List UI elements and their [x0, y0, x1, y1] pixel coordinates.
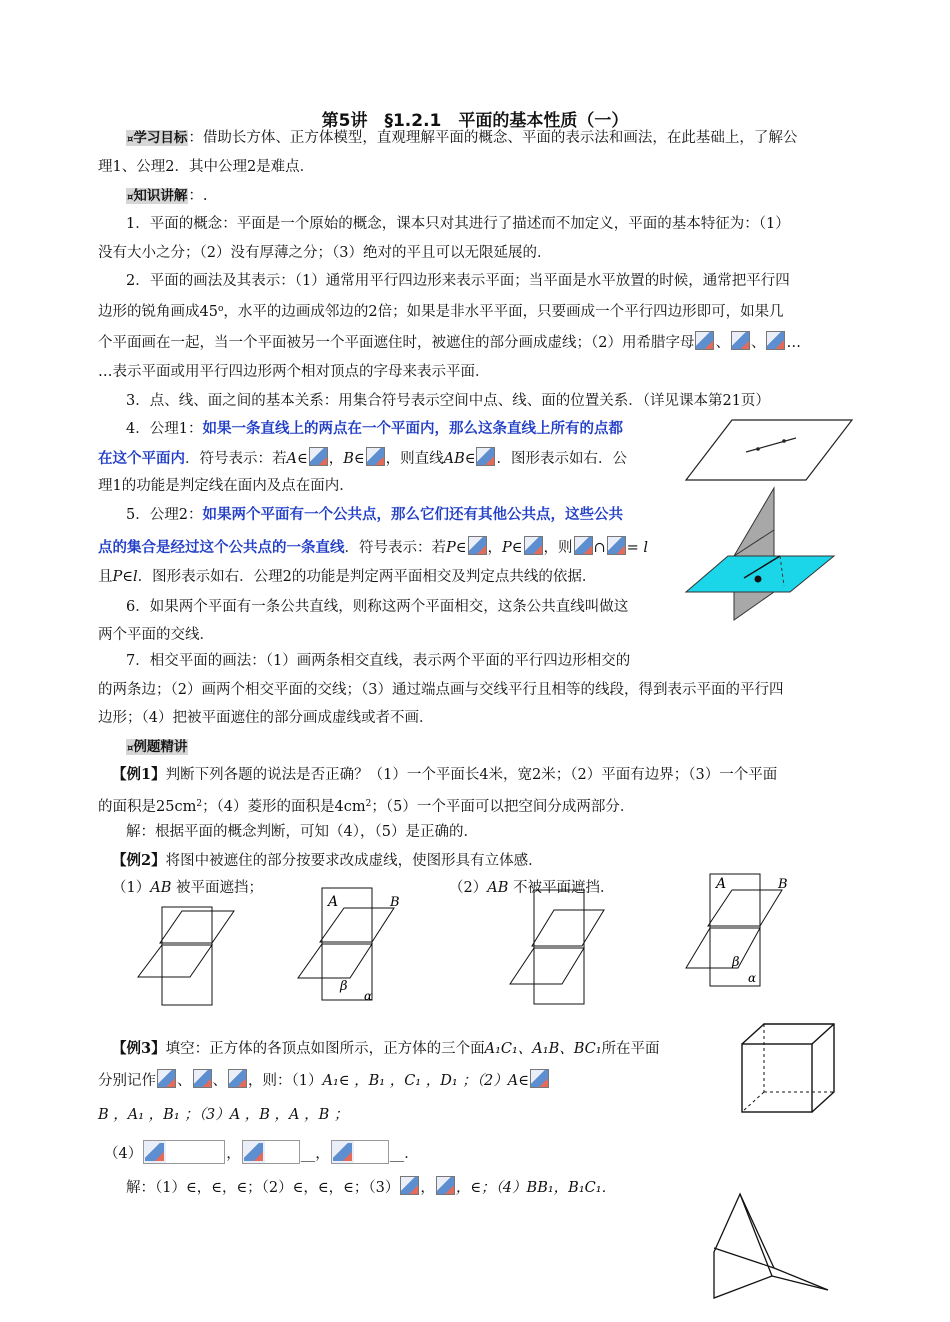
page-title: 第5讲 §1.2.1 平面的基本性质（一）	[321, 111, 629, 131]
p7-line-1: 7．相交平面的画法：（1）画两条相交直线，表示两个平面的平行四边形相交的	[126, 653, 631, 669]
knowledge-heading: ¤知识讲解：.	[127, 188, 208, 204]
ex2-figure-2	[296, 886, 406, 1006]
ex1-line-1: 【例1】判断下列各题的说法是否正确？（1）一个平面长4米，宽2米；（2）平面有边界；（3）一个平面	[112, 766, 778, 783]
image-placeholder-icon	[574, 536, 593, 555]
p6-line-2: 两个平面的交线．	[98, 627, 214, 643]
image-placeholder-icon	[400, 1176, 419, 1195]
image-placeholder-icon	[607, 536, 626, 555]
image-placeholder-icon	[436, 1176, 455, 1195]
fig-label-beta: β	[340, 979, 348, 994]
fig-label-alpha: α	[748, 971, 757, 985]
p4-line-3: 理1的功能是判定线在面内及点在面内．	[98, 478, 354, 494]
p5-line-3: 且P∈l．图形表示如右．公理2的功能是判定两平面相交及判定点共线的依据．	[98, 569, 597, 585]
fig-label-b: B	[778, 877, 788, 892]
image-placeholder-icon	[468, 536, 487, 555]
goal-line-2: 理1、公理2．其中公理2是难点．	[98, 159, 315, 175]
ex1-line-2: 的面积是$25cm^2$；（4）菱形的面积是$4cm^2$；（5）一个平面可以把空间分成两部分．	[98, 799, 635, 815]
p7-line-3: 边形；（4）把被平面遮住的部分画成虚线或者不画．	[98, 710, 434, 726]
answer-blank-field[interactable]	[143, 1140, 225, 1164]
ex2-figure-4	[682, 872, 794, 988]
axiom2-figure	[684, 486, 834, 622]
goal-line-1: ¤学习目标：借助长方体、正方体模型，直观理解平面的概念、平面的表示法和画法，在此基础上，了解公	[127, 130, 798, 146]
image-placeholder-icon	[695, 331, 714, 350]
image-placeholder-icon	[476, 447, 495, 466]
p2-line-4: …表示平面或用平行四边形两个相对顶点的字母来表示平面．	[98, 364, 490, 380]
p4-line-2: 在这个平面内．符号表示：若A∈ ，B∈ ，则直线AB∈ ．图形表示如右．公	[98, 447, 627, 469]
axiom1-figure	[684, 418, 854, 484]
p5-line-1: 5．公理2：如果两个平面有一个公共点，那么它们还有其他公共点，这些公共	[126, 506, 623, 523]
ex2-q1: （1）AB 被平面遮挡；	[112, 880, 263, 896]
answer-blank-field[interactable]	[242, 1140, 300, 1164]
p3-line: 3．点、线、面之间的基本关系：用集合符号表示空间中点、线、面的位置关系．（详见课本第21页）	[126, 393, 770, 409]
fig-label-a: A	[716, 876, 727, 892]
image-placeholder-icon	[366, 447, 385, 466]
ex1-solution: 解：根据平面的概念判断，可知（4），（5）是正确的．	[126, 824, 478, 840]
examples-heading: ¤例题精讲	[127, 739, 188, 755]
image-placeholder-icon	[228, 1069, 247, 1088]
p1-line-1: 1．平面的概念：平面是一个原始的概念，课本只对其进行了描述而不加定义，平面的基本特征为：（1）	[126, 216, 790, 232]
bottom-figure	[712, 1192, 832, 1302]
p2-line-1: 2．平面的画法及其表示：（1）通常用平行四边形来表示平面；当平面是水平放置的时候，通常把平行四	[126, 273, 790, 289]
p1-line-2: 没有大小之分；（2）没有厚薄之分；（3）绝对的平且可以无限延展的．	[98, 245, 552, 261]
ex3-answer: 解：（1）∈，∈，∈；（2）∈，∈，∈；（3） ， ，∈；（4）BB₁，B₁C₁．	[126, 1176, 616, 1198]
p7-line-2: 的两条边；（2）画两个相交平面的交线；（3）通过端点画与交线平行且相等的线段，得到表示平面的平行四	[98, 682, 784, 698]
ex3-line-3: B ，A₁ ，B₁ ；（3）A ，B ，A ，B ；	[98, 1107, 349, 1123]
ex2-line: 【例2】将图中被遮住的部分按要求改成虚线，使图形具有立体感．	[112, 852, 543, 869]
ex3-line-4: （4） ， __， __．	[104, 1140, 419, 1164]
ex3-line-1: 【例3】填空：正方体的各顶点如图所示，正方体的三个面A₁C₁、A₁B、BC₁所在平面	[112, 1040, 660, 1057]
cube-figure	[740, 1022, 836, 1114]
ex3-line-2: 分别记作 、 、 ，则：（1）A₁∈ ，B₁ ，C₁ ，D₁ ；（2）A∈	[98, 1069, 550, 1091]
ex2-figure-3	[510, 888, 610, 1006]
image-placeholder-icon	[731, 331, 750, 350]
image-placeholder-icon	[530, 1069, 549, 1088]
p2-line-2: 边形的锐角画成45$^o$，水平的边画成邻边的2倍；如果是非水平平面，只要画成一个平行四边形即可，如果几	[98, 304, 784, 320]
goal-tag: ¤学习目标	[127, 130, 188, 146]
image-placeholder-icon	[157, 1069, 176, 1088]
image-placeholder-icon	[309, 447, 328, 466]
fig-label-alpha: α	[364, 989, 373, 1003]
image-placeholder-icon	[524, 536, 543, 555]
fig-label-a: A	[328, 894, 339, 910]
fig-label-beta: β	[732, 955, 740, 970]
p6-line-1: 6．如果两个平面有一条公共直线，则称这两个平面相交，这条公共直线叫做这	[126, 599, 629, 615]
ex2-figure-1	[138, 905, 238, 1007]
p2-line-3: 个平面画在一起，当一个平面被另一个平面遮住时，被遮住的部分画成虚线；（2）用希腊字母 、 、 …	[98, 331, 801, 353]
image-placeholder-icon	[766, 331, 785, 350]
ex2-q2: （2）AB 不被平面遮挡．	[449, 880, 615, 896]
p5-line-2: 点的集合是经过这个公共点的一条直线．符号表示：若P∈ ，P∈ ，则 ∩ = l	[98, 536, 648, 558]
p4-line-1: 4．公理1：如果一条直线上的两点在一个平面内，那么这条直线上所有的点都	[126, 420, 623, 437]
fig-label-b: B	[390, 895, 400, 910]
image-placeholder-icon	[193, 1069, 212, 1088]
answer-blank-field[interactable]	[331, 1140, 389, 1164]
